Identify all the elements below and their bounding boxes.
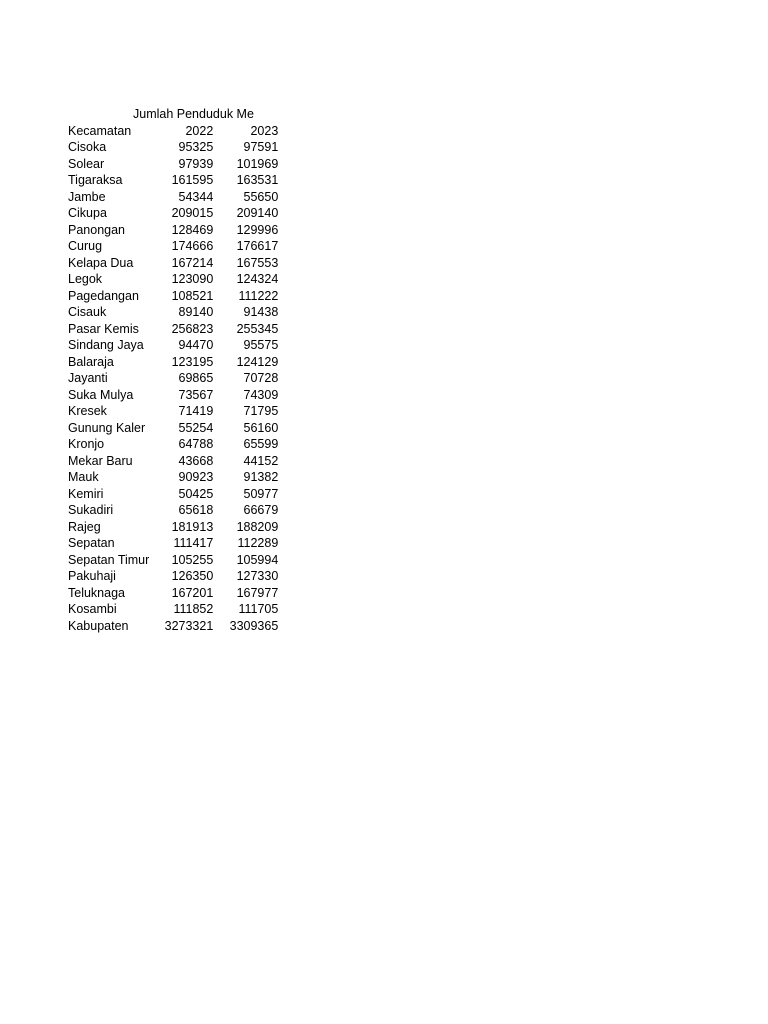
table-row — [68, 271, 278, 288]
cell-2023[interactable]: 65599 — [243, 437, 279, 451]
cell-2022[interactable]: 55254 — [178, 420, 214, 435]
cell-kecamatan[interactable]: Pagedangan — [68, 288, 139, 303]
table-row — [68, 255, 278, 272]
table-row — [68, 568, 278, 585]
cell-2022[interactable]: 71419 — [178, 404, 214, 418]
cell-2023[interactable]: 71795 — [243, 404, 279, 418]
cell-2022[interactable]: 97939 — [178, 156, 214, 171]
cell-kecamatan[interactable]: Balaraja — [68, 354, 114, 369]
table-row — [68, 420, 278, 437]
cell-2023[interactable]: 111705 — [238, 602, 279, 616]
cell-2022[interactable]: 256823 — [171, 321, 214, 336]
cell-2023[interactable]: 167977 — [236, 585, 279, 600]
cell-2023[interactable]: 167553 — [236, 255, 279, 270]
cell-kecamatan[interactable]: Kemiri — [68, 486, 104, 501]
cell-2023[interactable]: 188209 — [236, 519, 279, 534]
cell-2022[interactable]: 128469 — [171, 222, 214, 237]
table-row — [68, 601, 278, 618]
cell-2022[interactable]: 161595 — [171, 173, 214, 187]
table-row — [68, 354, 278, 371]
cell-kecamatan[interactable]: Suka Mulya — [68, 387, 134, 402]
cell-2023[interactable]: 74309 — [243, 387, 279, 402]
table-row — [68, 288, 278, 305]
cell-2023[interactable]: 124324 — [236, 272, 279, 286]
cell-kecamatan[interactable]: Mauk — [68, 470, 99, 484]
cell-kecamatan[interactable]: Solear — [68, 156, 105, 171]
cell-2023[interactable]: 3309365 — [229, 618, 279, 633]
cell-2022[interactable]: 167201 — [171, 585, 214, 600]
cell-kecamatan[interactable]: Pasar Kemis — [68, 321, 139, 336]
cell-kecamatan[interactable]: Kresek — [68, 404, 107, 418]
table-row — [68, 238, 278, 255]
cell-2023[interactable]: 105994 — [236, 552, 279, 567]
table-row — [68, 139, 278, 156]
cell-kecamatan[interactable]: Gunung Kaler — [68, 420, 146, 435]
table-row — [68, 156, 278, 173]
table-row — [68, 469, 278, 486]
table-row — [68, 321, 278, 338]
table-row — [68, 205, 278, 222]
header-2022[interactable]: 2022 — [185, 123, 214, 138]
table-row — [68, 304, 278, 321]
cell-2023[interactable]: 163531 — [236, 173, 279, 187]
cell-2022[interactable]: 89140 — [178, 305, 214, 319]
table-body — [68, 123, 278, 635]
cell-kecamatan[interactable]: Kronjo — [68, 437, 105, 451]
cell-kecamatan[interactable]: Panongan — [68, 222, 126, 237]
cell-kecamatan[interactable]: Curug — [68, 239, 103, 253]
cell-2023[interactable]: 55650 — [243, 189, 279, 204]
table-row — [68, 585, 278, 602]
sheet-title[interactable]: Jumlah Penduduk Me — [133, 107, 254, 121]
cell-kecamatan[interactable]: Sepatan Timur — [68, 552, 150, 567]
cell-2023[interactable]: 70728 — [243, 371, 279, 385]
cell-2023[interactable]: 50977 — [243, 486, 279, 501]
cell-2023[interactable]: 111222 — [238, 288, 279, 303]
cell-kecamatan[interactable]: Sindang Jaya — [68, 338, 144, 352]
cell-kecamatan[interactable]: Kelapa Dua — [68, 255, 134, 270]
table-row — [68, 189, 278, 206]
table-row — [68, 519, 278, 536]
table-row — [68, 436, 278, 453]
table-row — [68, 486, 278, 503]
cell-kecamatan[interactable]: Legok — [68, 272, 103, 286]
cell-2023[interactable]: 255345 — [236, 321, 279, 336]
table-row — [68, 370, 278, 387]
cell-2022[interactable]: 123090 — [171, 272, 214, 286]
cell-kecamatan[interactable]: Cisauk — [68, 305, 107, 319]
cell-2023[interactable]: 91382 — [243, 470, 279, 484]
table-row — [68, 618, 278, 635]
table-row — [68, 403, 278, 420]
cell-kecamatan[interactable]: Sepatan — [68, 536, 115, 550]
cell-2022[interactable]: 181913 — [171, 519, 214, 534]
population-table — [68, 123, 278, 635]
cell-2022[interactable]: 50425 — [178, 486, 214, 501]
cell-2023[interactable]: 129996 — [236, 222, 279, 237]
header-row — [68, 123, 278, 140]
cell-kecamatan[interactable]: Kosambi — [68, 602, 117, 616]
table-row — [68, 552, 278, 569]
cell-2023[interactable]: 56160 — [243, 420, 279, 435]
table-row — [68, 222, 278, 239]
cell-2022[interactable]: 65618 — [178, 503, 214, 517]
cell-2023[interactable]: 124129 — [236, 354, 279, 369]
table-row — [68, 535, 278, 552]
cell-kecamatan[interactable]: Kabupaten — [68, 618, 129, 633]
cell-2023[interactable]: 91438 — [243, 305, 279, 319]
spreadsheet-area — [68, 106, 278, 634]
cell-2022[interactable]: 64788 — [178, 437, 214, 451]
header-2023[interactable]: 2023 — [250, 123, 279, 138]
cell-2023[interactable]: 97591 — [243, 140, 279, 154]
cell-2022[interactable]: 105255 — [171, 552, 214, 567]
cell-kecamatan[interactable]: Cikupa — [68, 206, 107, 220]
cell-2022[interactable]: 111417 — [173, 536, 214, 550]
table-row — [68, 453, 278, 470]
cell-2022[interactable]: 43668 — [178, 453, 214, 468]
cell-2022[interactable]: 90923 — [178, 470, 214, 484]
cell-2022[interactable]: 95325 — [178, 140, 214, 154]
cell-2023[interactable]: 101969 — [236, 156, 279, 171]
table-row — [68, 387, 278, 404]
cell-kecamatan[interactable]: Pakuhaji — [68, 569, 116, 583]
cell-2022[interactable]: 111852 — [173, 602, 214, 616]
title-row — [68, 106, 268, 123]
table-row — [68, 172, 278, 189]
cell-kecamatan[interactable]: Rajeg — [68, 519, 101, 534]
cell-2022[interactable]: 167214 — [171, 255, 214, 270]
cell-2023[interactable]: 176617 — [236, 239, 279, 253]
cell-2022[interactable]: 174666 — [171, 239, 214, 253]
cell-2022[interactable]: 209015 — [171, 206, 214, 220]
cell-kecamatan[interactable]: Sukadiri — [68, 503, 114, 517]
cell-2022[interactable]: 108521 — [171, 288, 214, 303]
cell-2022[interactable]: 54344 — [178, 189, 214, 204]
cell-2023[interactable]: 127330 — [236, 569, 279, 583]
cell-2022[interactable]: 69865 — [178, 371, 214, 385]
table-row — [68, 337, 278, 354]
cell-kecamatan[interactable]: Jambe — [68, 189, 106, 204]
cell-2023[interactable]: 112289 — [237, 536, 279, 550]
cell-2023[interactable]: 95575 — [243, 338, 279, 352]
cell-2023[interactable]: 44152 — [243, 453, 279, 468]
cell-2022[interactable]: 126350 — [171, 569, 214, 583]
cell-2022[interactable]: 94470 — [178, 338, 214, 352]
cell-kecamatan[interactable]: Jayanti — [68, 371, 108, 385]
cell-2022[interactable]: 73567 — [178, 387, 214, 402]
cell-2023[interactable]: 66679 — [243, 503, 279, 517]
cell-2022[interactable]: 3273321 — [164, 618, 214, 633]
cell-2022[interactable]: 123195 — [171, 354, 214, 369]
header-kecamatan[interactable]: Kecamatan — [68, 123, 132, 138]
table-row — [68, 502, 278, 519]
cell-kecamatan[interactable]: Teluknaga — [68, 585, 125, 600]
cell-2023[interactable]: 209140 — [236, 206, 279, 220]
cell-kecamatan[interactable]: Tigaraksa — [68, 173, 123, 187]
cell-kecamatan[interactable]: Mekar Baru — [68, 453, 133, 468]
cell-kecamatan[interactable]: Cisoka — [68, 140, 107, 154]
